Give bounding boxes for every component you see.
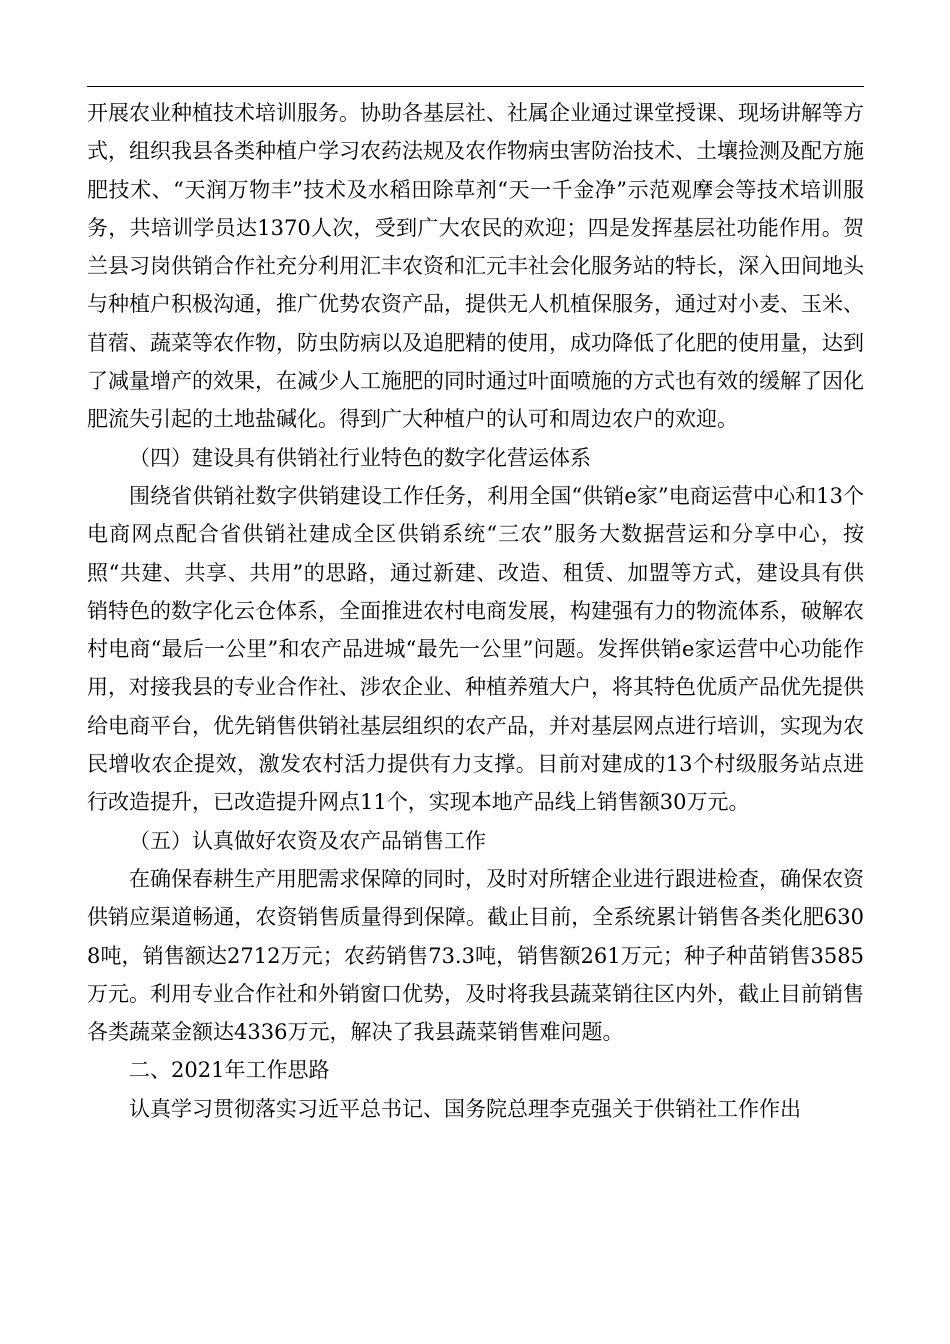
header-rule — [87, 86, 864, 87]
paragraph-2021-plan: 认真学习贯彻落实习近平总书记、国务院总理李克强关于供销社工作作出 — [129, 1096, 801, 1121]
section-heading-2021: 二、2021年工作思路 — [129, 1058, 330, 1083]
paragraph-sales: 在确保春耕生产用肥需求保障的同时，及时对所辖企业进行跟进检查，确保农资供销应渠道畅通，农资销售质量得到保障。截止目前，全系统累计销售各类化肥6308吨，销售额达2712万元；农药销售73.3吨，销售额261万元；种子种苗销售3585万元。利用专业合作社和外销窗口优势，及时将我县蔬菜销往区内外，截止目前销售各类蔬菜金额达4336万元，解决了我县蔬菜销售难问题。 — [87, 866, 864, 1045]
paragraph-digital-operations: 围绕省供销社数字供销建设工作任务，利用全国“供销e家”电商运营中心和13个电商网点配合省供销社建成全区供销系统“三农”服务大数据营运和分享中心，按照“共建、共享、共用”的思路，通过新建、改造、租赁、加盟等方式，建设具有供销特色的数字化云仓体系，全面推进农村电商发展，构建强有力的物流体系，破解农村电商“最后一公里”和农产品进城“最先一公里”问题。发挥供销e家运营中心功能作用，对接我县的专业合作社、涉农企业、种植养殖大户，将其特色优质产品优先提供给电商平台，优先销售供销社基层组织的农产品，并对基层网点进行培训，实现为农民增收农企提效，激发农村活力提供有力支撑。目前对建成的13个村级服务站点进行改造提升，已改造提升网点11个，实现本地产品线上销售额30万元。 — [87, 483, 864, 815]
document-body — [87, 94, 864, 1128]
paragraph-continuation: 开展农业种植技术培训服务。协助各基层社、社属企业通过课堂授课、现场讲解等方式，组织我县各类种植户学习农药法规及农作物病虫害防治技术、土壤捡测及配方施肥技术、“天润万物丰”技术及水稻田除草剂“天一千金净”示范观摩会等技术培训服务，共培训学员达1370人次，受到广大农民的欢迎；四是发挥基层社功能作用。贺兰县习岗供销合作社充分利用汇丰农资和汇元丰社会化服务站的特长，深入田间地头与种植户积极沟通，推广优势农资产品，提供无人机植保服务，通过对小麦、玉米、苜蓿、蔬菜等农作物，防虫防病以及追肥精的使用，成功降低了化肥的使用量，达到了减量增产的效果，在减少人工施肥的同时通过叶面喷施的方式也有效的缓解了因化肥流失引起的土地盐碱化。得到广大种植户的认可和周边农户的欢迎。 — [87, 101, 864, 432]
section-heading-5: （五）认真做好农资及农产品销售工作 — [129, 828, 486, 853]
section-heading-4: （四）建设具有供销社行业特色的数字化营运体系 — [129, 445, 591, 470]
